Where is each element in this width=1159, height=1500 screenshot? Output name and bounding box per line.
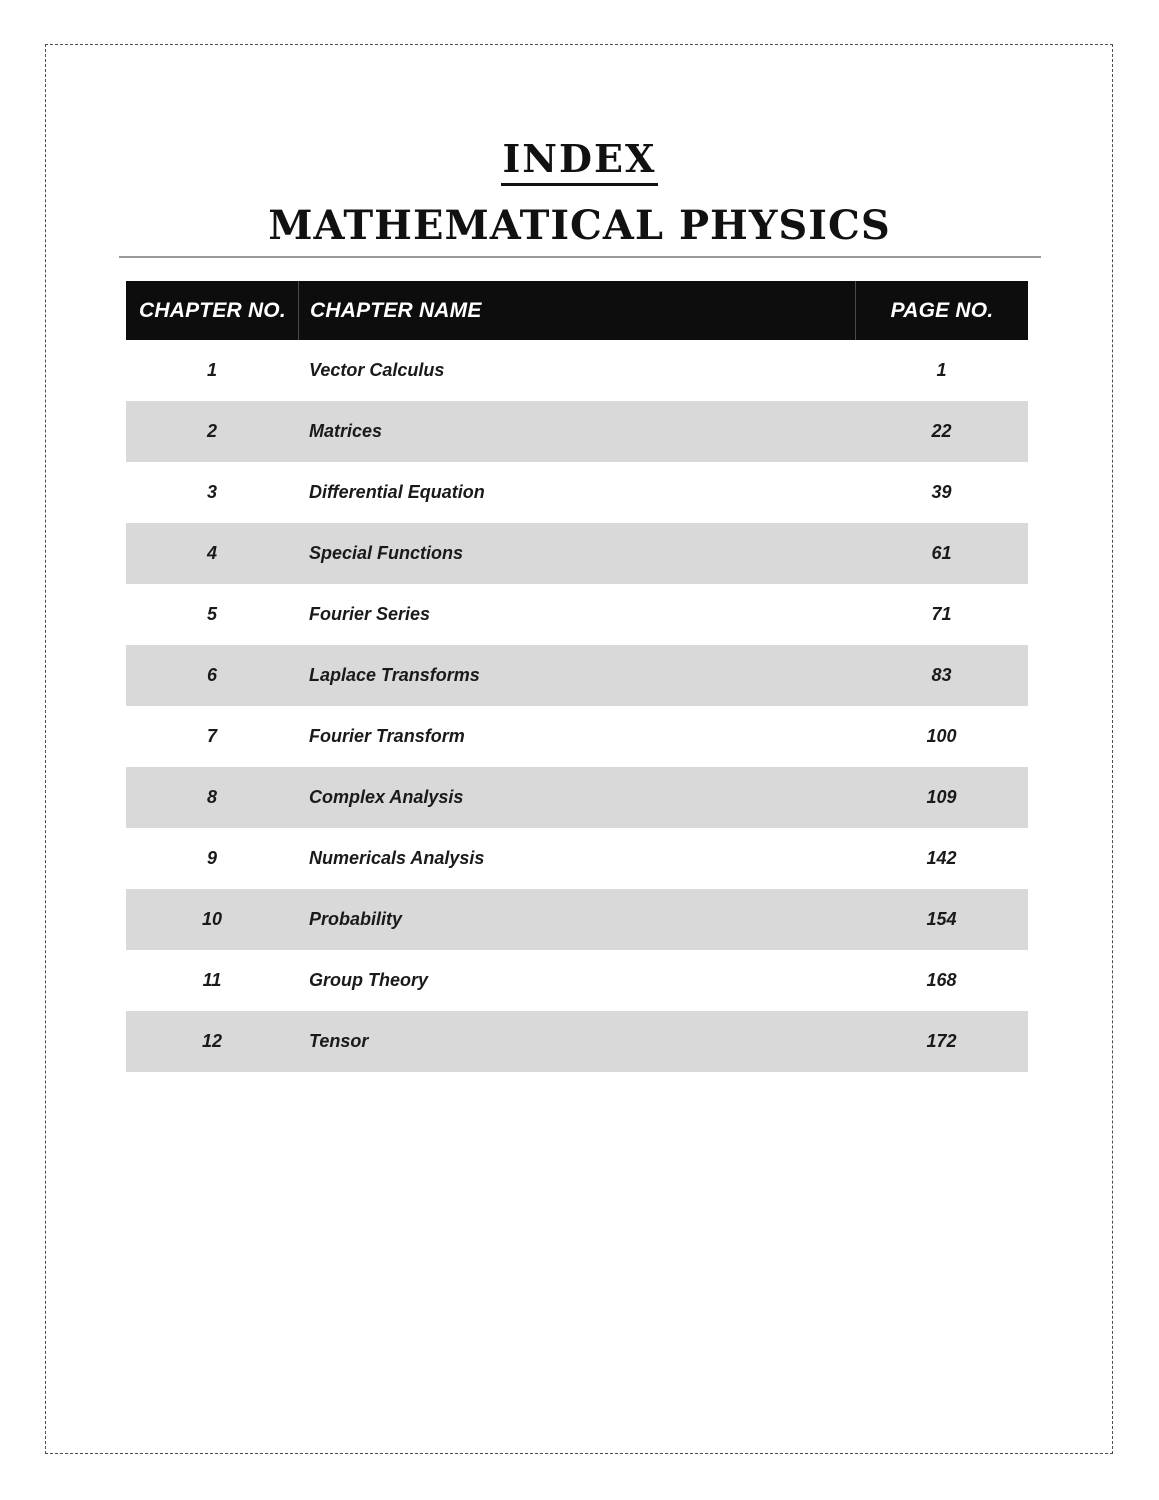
cell-page-no: 172 (926, 1031, 957, 1051)
cell-page-no: 83 (931, 665, 952, 685)
cell-chapter-no: 7 (206, 726, 217, 746)
cell-chapter-name: Probability (309, 909, 403, 929)
cell-page-no: 22 (931, 421, 952, 441)
cell-chapter-no: 2 (206, 421, 217, 441)
cell-chapter-no: 8 (206, 787, 217, 807)
cell-page-no: 1 (936, 360, 947, 380)
table-row (126, 950, 1028, 1011)
cell-chapter-no: 3 (206, 482, 217, 502)
table-header-row (126, 281, 1028, 340)
cell-chapter-name: Numericals Analysis (309, 848, 485, 868)
subtitle-divider-line (119, 256, 1041, 258)
document-title (0, 136, 1159, 181)
header-page-no: PAGE NO. (855, 281, 1028, 340)
table-body (126, 340, 1028, 1072)
table-row (126, 401, 1028, 462)
cell-page-no: 61 (931, 543, 952, 563)
cell-chapter-no: 12 (201, 1031, 223, 1051)
table-row (126, 523, 1028, 584)
cell-page-no: 109 (926, 787, 957, 807)
cell-page-no: 168 (926, 970, 957, 990)
table-row (126, 645, 1028, 706)
index-table (126, 281, 1028, 1072)
cell-page-no: 154 (926, 909, 957, 929)
table-row (126, 889, 1028, 950)
table-row (126, 1011, 1028, 1072)
cell-chapter-name: Matrices (309, 421, 383, 441)
cell-chapter-name: Group Theory (309, 970, 429, 990)
table-row (126, 340, 1028, 401)
cell-page-no: 71 (931, 604, 952, 624)
cell-chapter-name: Vector Calculus (309, 360, 445, 380)
cell-chapter-name: Complex Analysis (309, 787, 464, 807)
table-row (126, 706, 1028, 767)
cell-page-no: 100 (926, 726, 957, 746)
cell-chapter-name: Special Functions (309, 543, 464, 563)
table-row (126, 767, 1028, 828)
cell-chapter-name: Fourier Transform (309, 726, 465, 746)
cell-page-no: 39 (931, 482, 952, 502)
document-subtitle: MATHEMATICAL PHYSICS (268, 202, 891, 249)
cell-chapter-no: 10 (201, 909, 223, 929)
cell-chapter-name: Tensor (309, 1031, 369, 1051)
table-row (126, 828, 1028, 889)
cell-page-no: 142 (926, 848, 957, 868)
table-row (126, 584, 1028, 645)
cell-chapter-no: 9 (206, 848, 217, 868)
document-title-text: INDEX (501, 136, 659, 186)
cell-chapter-no: 1 (206, 360, 217, 380)
cell-chapter-no: 4 (206, 543, 217, 563)
header-chapter-no: CHAPTER NO. (139, 298, 286, 322)
cell-chapter-no: 11 (202, 970, 222, 990)
cell-chapter-name: Laplace Transforms (309, 665, 480, 685)
header-chapter-name: CHAPTER NAME (298, 281, 855, 340)
cell-chapter-name: Fourier Series (309, 604, 431, 624)
cell-chapter-name: Differential Equation (309, 482, 485, 502)
table-row (126, 462, 1028, 523)
cell-chapter-no: 5 (206, 604, 217, 624)
cell-chapter-no: 6 (206, 665, 217, 685)
